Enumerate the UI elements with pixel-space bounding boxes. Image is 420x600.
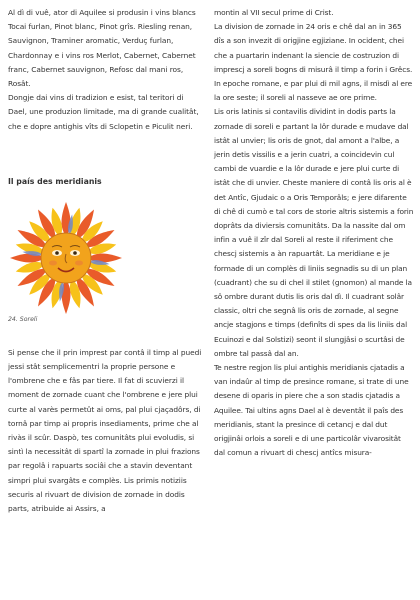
sun-face-icon [8, 200, 126, 316]
right-paragraph-2: La division de zornade in 24 oris e chê dal an in 365 dîs a son invezit di origjine egjiziane. In ocident, chei che a puartarin indenant la siencie de costruzion di imprescj a soreli bogns di misurâ il timp a forin i Grêcs. [214, 22, 413, 74]
intro-paragraph: Al dì di vuê, ator di Aquilee si produsin i vins blancs Tocai furlan, Pinot blanc, Pinot grîs. Riesling renan, Sauvignon, Traminer aromatic, Verduç furlan, Chardonnay e i vins ros Merlot, Cabernet, Cabernet franc, Cabernet sauvignon, Refosc dal mani ros, Rosât. [8, 8, 196, 89]
right-paragraph-3: In epoche romane, e par plui di mil agns, il misdì al ere la ore seste; il soreli al nasseve ae ore prime. [214, 79, 413, 103]
right-paragraph-1: montin al VII secul prime di Crist. [214, 8, 334, 17]
left-column [8, 0, 204, 516]
body-paragraph: Si pense che il prin imprest par contâ il timp al puedi jessi stât semplicementri la proprie persone e l'ombrene che e fâs par tiere. Il fat di scuvierzi il moment de zornade cuant che l'ombrene e jere plui curte al varès permetût ai oms, pal plui cjaçadôrs, di tornâ par timp ai propris insediaments, prime che al rivàs il scûr. Daspò, tes comunitâts plui evoludis, si sintì la necessitât di spartî la zornade in plui frazions par regolâ i rapuarts sociâi che a stavin deventant simpri plui svargâts e complès. Lis primis notiziis securis al rivuart de division de zornade in dodis parts, atribuide ai Assirs, a [8, 347, 202, 514]
sun-figure [8, 198, 204, 338]
right-paragraph-4: Lis oris latinis si contavilis dividint in dodis parts la zornade di soreli e partant la lôr durade e mudave dal istât al unvier; lis oris de gnot, dal amont a l'albe, a jerin detis vissilis e a jerin cuatri, a coincidevin cul cambi de vuardie e la lôr durade e jere plui curte di istât che di unvier. Cheste maniere di contâ lis oris al è det Antîc, Gjudaic o a Oris Temporâls; e jere difarente di chê di cumò e tal cors de storie altris sistemis a forin doprâts da diviersis comunitâts. Da la nassite dal om infin a vuê il zîr dal Soreli al reste il riferiment che chescj sistemis a àn rapuartât. La meridiane e je formade di un complès di liniis segnadis su di un plan (cuadrant) che su di chel il stilet (gnomon) al mande la sô ombre durant dutis lis oris dal dì. Il cuadrant solâr classic, oltri che segnâ lis oris de zornade, al segne ancje stagjons e timps (definîts di spes da lis liniis dal Ecuinozi e dal Solstizi) seont il slungjâsi o scurtâsi de ombre tal passâ dal an. [214, 107, 414, 358]
intro-paragraph-2: Dongje dai vins di tradizion e esist, tal teritori di Dael, une produzion limitade, ma di grande cualitât, che e dopre antighis vîts di Sclopetin e Piculit neri. [8, 93, 199, 131]
right-paragraph-5: Te nestre regjon lis plui antighis meridianis cjatadis a van indaûr al timp de presince romane, si trate di une desene di oparis in piere che a son stadis cjatadis a Aquilee. Tai ultins agns Dael al è deventât il paîs des meridianis, stant la presince di cetancj e dal dut origjinâi orlois a soreli e di une particolâr vivarositât dal comun a rivuart di chescj antîcs misura- [214, 363, 409, 458]
figure-caption: 24. Soreli [8, 315, 38, 323]
section-title: Il país des meridianis [8, 176, 102, 186]
right-column [214, 6, 414, 461]
